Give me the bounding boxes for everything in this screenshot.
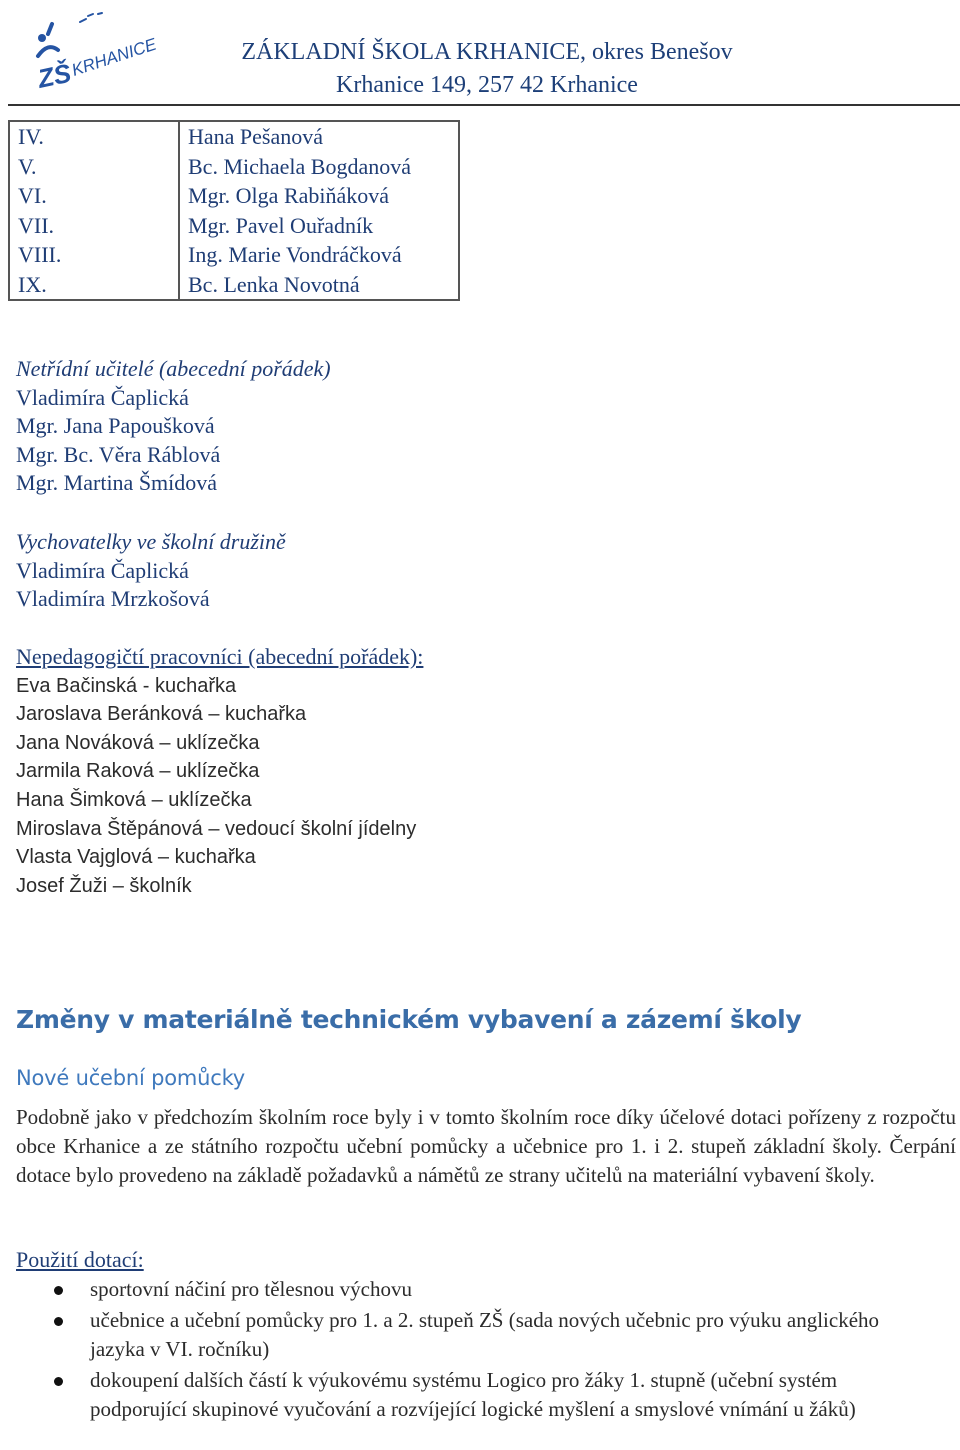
teacher-cell: Bc. Lenka Novotná <box>179 270 459 301</box>
list-item-text: dokoupení dalších částí k výukovému systému Logico pro žáky 1. stupně (učební systém podporující skupinové vyučování a rozvíjející logické myšlení a smyslové vnímání u žáků) <box>90 1367 856 1421</box>
non-teaching-section <box>16 643 423 900</box>
bullet-icon <box>54 1286 63 1295</box>
list-item: Jana Nováková – uklízečka <box>16 731 260 754</box>
grade-cell: VI. <box>9 181 179 211</box>
list-item: Jarmila Raková – uklízečka <box>16 760 260 783</box>
table-row <box>9 181 459 211</box>
list-item: Miroslava Štěpánová – vedoucí školní jídelny <box>16 817 417 840</box>
section-title: Netřídní učitelé (abecední pořádek) <box>16 356 331 381</box>
list-item <box>0 1306 920 1365</box>
list-item: Vladimíra Čaplická <box>16 384 189 410</box>
section-title: Nepedagogičtí pracovníci (abecední pořádek): <box>16 644 424 669</box>
table-row <box>9 270 459 301</box>
list-item <box>0 1275 920 1305</box>
usage-list <box>0 1275 920 1426</box>
list-item: Hana Šimková – uklízečka <box>16 788 252 811</box>
teacher-cell: Mgr. Olga Rabiňáková <box>179 181 459 211</box>
changes-paragraph: Podobně jako v předchozím školním roce byly i v tomto školním roce díky účelové dotaci pořízeny z rozpočtu obce Krhanice a ze státního rozpočtu učební pomůcky a učebnice pro 1. i 2. stupeň základní školy. Čerpání dotace bylo provedeno na základě požadavků a námětů ze strany učitelů na materiální vybavení školy. <box>16 1105 956 1187</box>
list-item-text: sportovní náčiní pro tělesnou výchovu <box>90 1277 412 1301</box>
list-item: Vlasta Vajglová – kuchařka <box>16 846 256 869</box>
changes-subheading: Nové učební pomůcky <box>16 1066 246 1090</box>
after-school-section <box>16 528 286 614</box>
grade-cell: VII. <box>9 211 179 241</box>
svg-text:KRHANICE: KRHANICE <box>69 34 159 80</box>
section-title: Vychovatelky ve školní družině <box>16 529 286 554</box>
teacher-cell: Ing. Marie Vondráčková <box>179 240 459 270</box>
list-item <box>0 1366 920 1425</box>
school-address: Krhanice 149, 257 42 Krhanice <box>336 72 638 98</box>
page-header <box>222 36 752 102</box>
school-logo <box>18 8 168 98</box>
table-row <box>9 211 459 241</box>
list-item: Vladimíra Mrzkošová <box>16 586 210 612</box>
list-item: Vladimíra Čaplická <box>16 557 189 583</box>
list-item: Eva Bačinská - kuchařka <box>16 674 237 697</box>
teacher-cell: Bc. Michaela Bogdanová <box>179 152 459 182</box>
non-class-teachers-section <box>16 355 331 498</box>
changes-heading: Změny v materiálně technickém vybavení a zázemí školy <box>16 1005 802 1034</box>
bullet-icon <box>54 1317 63 1326</box>
list-item: Mgr. Martina Šmídová <box>16 470 218 496</box>
list-item: Mgr. Bc. Věra Ráblová <box>16 441 221 467</box>
class-teachers-table <box>8 120 460 301</box>
grade-cell: VIII. <box>9 240 179 270</box>
grade-cell: IX. <box>9 270 179 301</box>
bullet-icon <box>54 1377 63 1386</box>
school-name: ZÁKLADNÍ ŠKOLA KRHANICE, okres Benešov <box>241 39 733 65</box>
teacher-cell: Hana Pešanová <box>179 121 459 152</box>
list-item: Josef Žuži – školník <box>16 874 192 897</box>
list-item-text: učebnice a učební pomůcky pro 1. a 2. stupeň ZŠ (sada nových učebnic pro výuku anglického jazyka v VI. ročníku) <box>90 1307 880 1361</box>
list-item: Jaroslava Beránková – kuchařka <box>16 703 307 726</box>
table-row <box>9 121 459 152</box>
table-row <box>9 152 459 182</box>
grade-cell: IV. <box>9 121 179 152</box>
grade-cell: V. <box>9 152 179 182</box>
svg-text:ZŠ: ZŠ <box>35 57 74 94</box>
table-row <box>9 240 459 270</box>
teacher-cell: Mgr. Pavel Ouřadník <box>179 211 459 241</box>
list-item: Mgr. Jana Papoušková <box>16 413 215 439</box>
usage-label: Použití dotací: <box>16 1247 144 1272</box>
header-divider <box>8 104 960 106</box>
